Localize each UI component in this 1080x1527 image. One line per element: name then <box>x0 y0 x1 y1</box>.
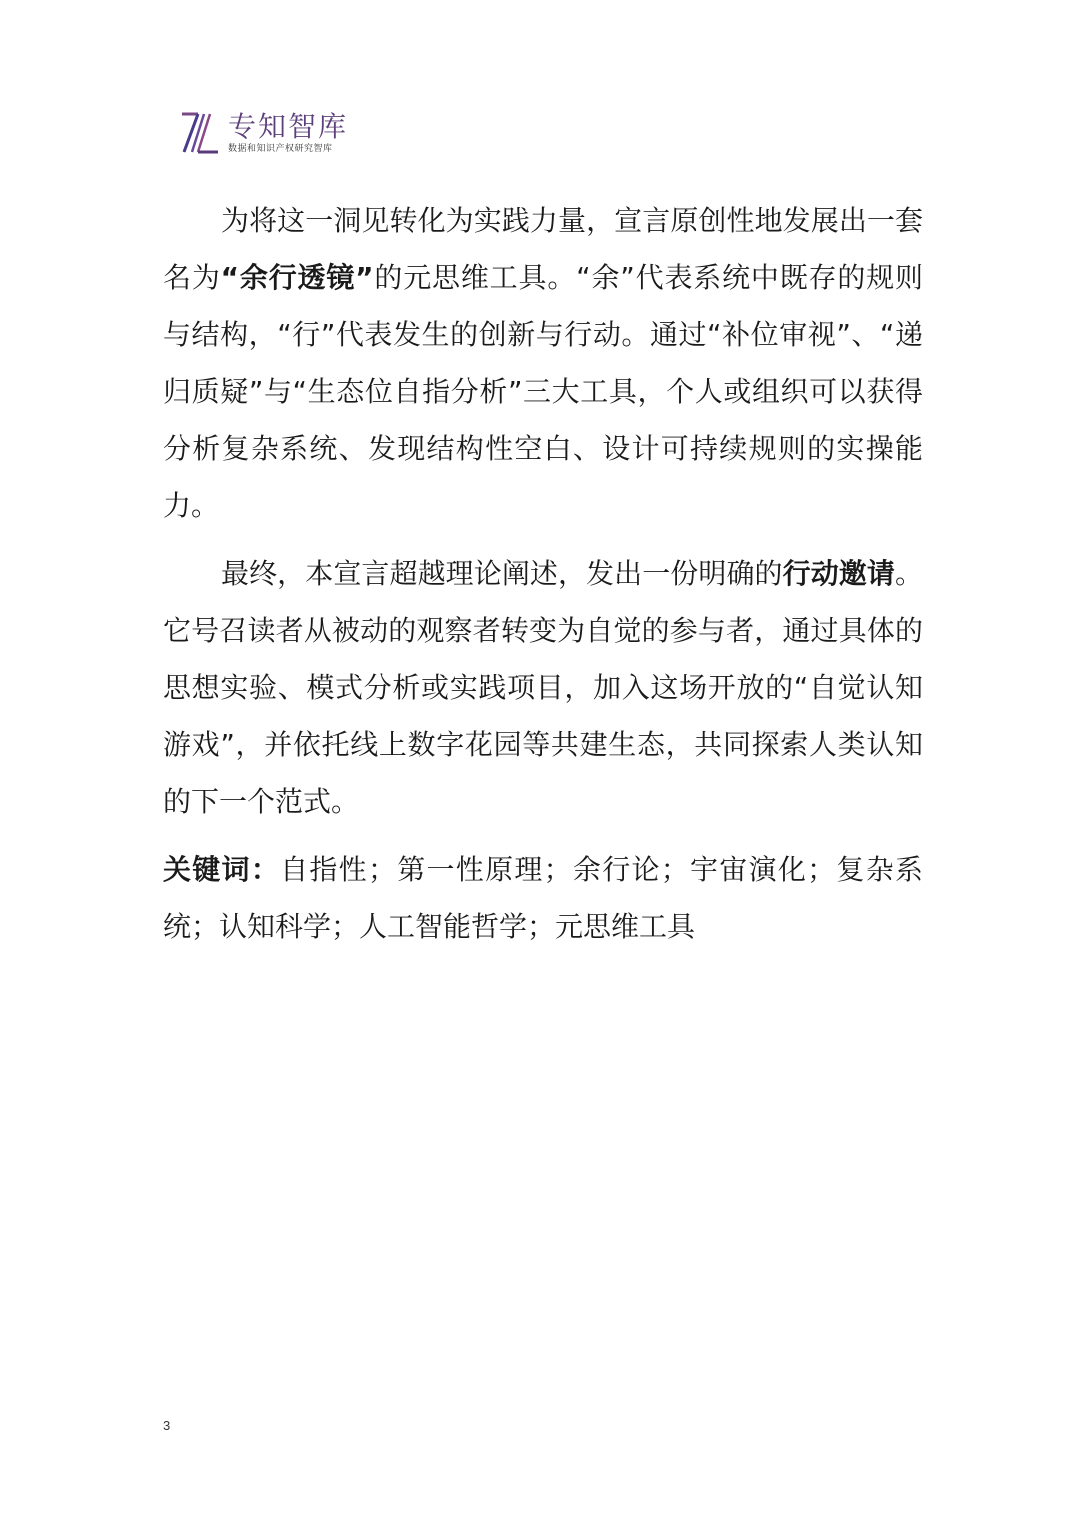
logo-tagline: 数据和知识产权研究智库 <box>228 143 333 154</box>
paragraph-1-text-before: 为将这一洞见转化为实践力量，宣言原创性地发展出一套名为 <box>163 204 923 294</box>
keywords <box>163 841 923 955</box>
logo <box>180 110 348 156</box>
paragraph-2-text-after: 。它号召读者从被动的观察者转变为自觉的参与者，通过具体的思想实验、模式分析或实践项目，加入这场开放的“自觉认知游戏”，并依托线上数字花园等共建生态，共同探索人类认知的下一个范式。 <box>163 557 923 818</box>
paragraph-1-text-after: 的元思维工具。“余”代表系统中既存的规则与结构，“行”代表发生的创新与行动。通过“补位审视”、“递归质疑”与“生态位自指分析”三大工具，个人或组织可以获得分析复杂系统、发现结构性空白、设计可持续规则的实操能力。 <box>163 261 924 522</box>
logo-name: 专知智库 <box>228 109 349 143</box>
document-body <box>163 192 923 955</box>
paragraph-2-text-before: 最终，本宣言超越理论阐述，发出一份明确的 <box>221 557 783 590</box>
paragraph-1-bold-term: “余行透镜” <box>220 261 374 294</box>
zhuanzhi-logo-icon <box>180 110 220 156</box>
paragraph-1 <box>163 192 923 534</box>
page-number: 3 <box>163 1418 171 1433</box>
keywords-label: 关键词： <box>163 853 281 886</box>
logo-text <box>228 109 349 155</box>
keywords-text: 自指性；第一性原理；余行论；宇宙演化；复杂系统；认知科学；人工智能哲学；元思维工具 <box>163 853 923 943</box>
paragraph-2 <box>163 545 923 830</box>
paragraph-2-bold-term: 行动邀请 <box>782 557 895 590</box>
